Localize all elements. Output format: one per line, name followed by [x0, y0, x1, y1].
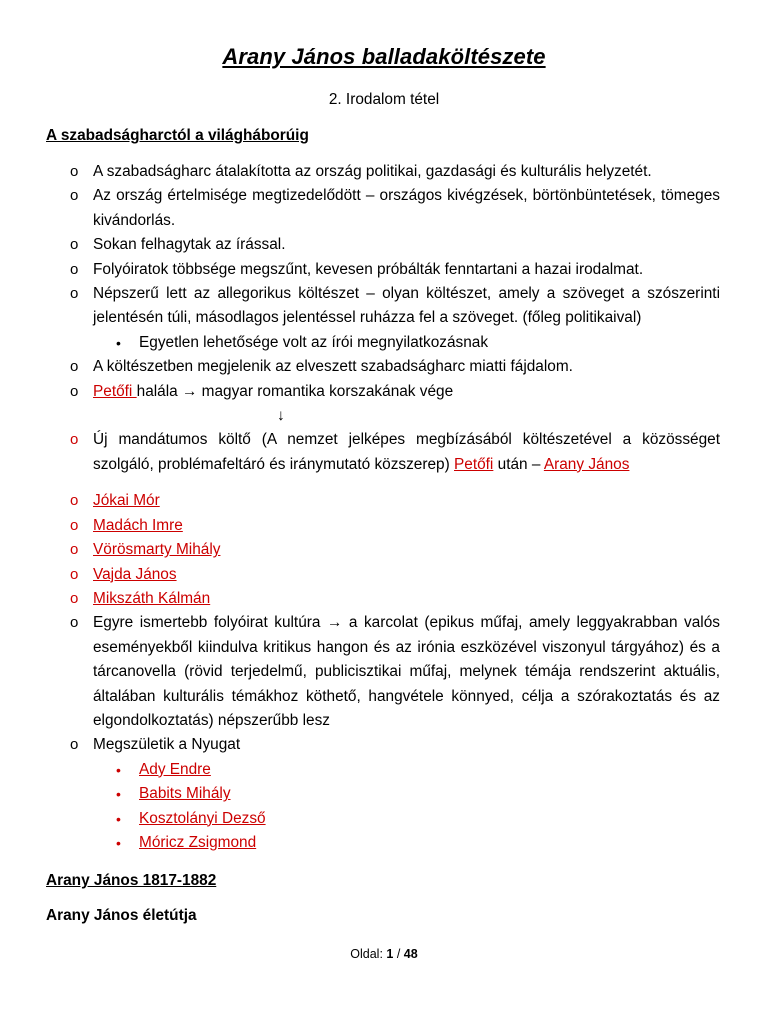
link-arany-janos[interactable]: Arany János	[543, 455, 630, 473]
circle-bullet-icon: o	[70, 163, 79, 180]
list-item: o Megszületik a Nyugat	[46, 733, 720, 757]
list-item: o Népszerű lett az allegorikus költészet – olyan költészet, amely a szöveget a szószerinti jelentésén túli, másodlagos jelentéssel ruházza fel a szöveget. (főleg politikaival)	[46, 282, 720, 331]
circle-bullet-icon: o	[70, 541, 79, 559]
circle-bullet-icon: o	[70, 358, 79, 376]
list-item: o A költészetben megjelenik az elveszett szabadságharc miatti fájdalom.	[46, 355, 720, 379]
circle-bullet-icon: o	[70, 260, 79, 278]
circle-bullet-icon: o	[70, 516, 79, 534]
link-author[interactable]: Jókai Mór	[93, 492, 160, 510]
circle-bullet-icon: o	[70, 736, 79, 754]
section-heading-arany-years: Arany János 1817-1882	[46, 872, 217, 889]
list-item: o Sokan felhagytak az írással.	[46, 233, 720, 257]
list-item: o Folyóiratok többsége megszűnt, kevesen próbálták fenntartani a hazai irodalmat.	[46, 258, 720, 282]
link-author[interactable]: Vajda János	[93, 565, 177, 583]
section-heading-freedom-war: A szabadságharctól a világháborúig	[46, 127, 309, 144]
list-subitem	[46, 831, 720, 855]
list-subitem: • Egyetlen lehetősége volt az írói megnyilatkozásnak	[46, 331, 720, 355]
circle-bullet-icon: o	[70, 565, 79, 583]
link-author[interactable]: Mikszáth Kálmán	[93, 589, 211, 607]
list-subitem	[46, 782, 720, 806]
list-item	[46, 563, 720, 587]
circle-bullet-icon: o	[70, 492, 79, 510]
document-title: Arany János balladaköltészete	[222, 44, 546, 69]
circle-bullet-icon: o	[70, 431, 79, 449]
link-author[interactable]: Madách Imre	[93, 516, 183, 534]
list-item: o Egyre ismertebb folyóirat kultúra → a karcolat (epikus műfaj, amely leggyakrabban valós eseményekből kiindulva kritikus hangon és az irónia eszközével viszonyul tárgyához) és a tárcanovella (rövid terjedelmű, publicisztikai műfaj, melynek témája rendszerint aktuális, általában kulturális témákhoz köthető, hangvétele könnyed, célja a szórakoztatás és az elgondolkoztatás) népszerűbb lesz	[46, 611, 720, 733]
list-item: o Petőfi halála → magyar romantika korszakának vége	[46, 380, 720, 404]
link-author[interactable]: Móricz Zsigmond	[139, 833, 257, 851]
list-subitem	[46, 758, 720, 782]
circle-bullet-icon: o	[70, 382, 79, 400]
circle-bullet-icon: o	[70, 236, 79, 254]
bullet-icon: •	[116, 834, 121, 851]
page-current: 1	[386, 947, 394, 961]
bullet-icon: •	[116, 810, 121, 827]
bullet-list-main	[46, 160, 720, 855]
list-item	[46, 538, 720, 562]
down-arrow-icon: ↓	[277, 407, 285, 425]
list-item	[46, 587, 720, 611]
list-item: o A szabadságharc átalakította az ország politikai, gazdasági és kulturális helyzetét.	[46, 160, 720, 184]
page-footer: Oldal: 1 / 48	[350, 947, 418, 961]
list-item: o Új mandátumos költő (A nemzet jelképes megbízásából költészetével a közösséget szolgáló, problémafeltáró és iránymutató közszerep) Petőfi után – Arany János	[46, 428, 720, 477]
link-author[interactable]: Ady Endre	[139, 760, 211, 778]
document-subtitle: 2. Irodalom tétel	[328, 91, 440, 108]
link-petofi[interactable]: Petőfi	[93, 382, 137, 400]
bullet-icon: •	[116, 334, 121, 351]
list-subitem	[46, 807, 720, 831]
link-author[interactable]: Babits Mihály	[139, 785, 231, 803]
link-author[interactable]: Vörösmarty Mihály	[93, 541, 221, 559]
list-item	[46, 514, 720, 538]
bullet-icon: •	[116, 761, 121, 778]
circle-bullet-icon: o	[70, 589, 79, 607]
circle-bullet-icon: o	[70, 187, 79, 205]
list-item	[46, 489, 720, 513]
link-petofi[interactable]: Petőfi	[454, 455, 494, 473]
bullet-icon: •	[116, 786, 121, 803]
section-heading-arany-life: Arany János életútja	[46, 907, 197, 924]
link-author[interactable]: Kosztolányi Dezső	[139, 809, 266, 827]
page-label: Oldal:	[350, 947, 387, 961]
list-item: o Az ország értelmisége megtizedelődött – országos kivégzések, börtönbüntetések, tömeges kivándorlás.	[46, 184, 720, 233]
circle-bullet-icon: o	[70, 285, 79, 303]
page-total: 48	[403, 947, 418, 961]
circle-bullet-icon: o	[70, 614, 79, 632]
